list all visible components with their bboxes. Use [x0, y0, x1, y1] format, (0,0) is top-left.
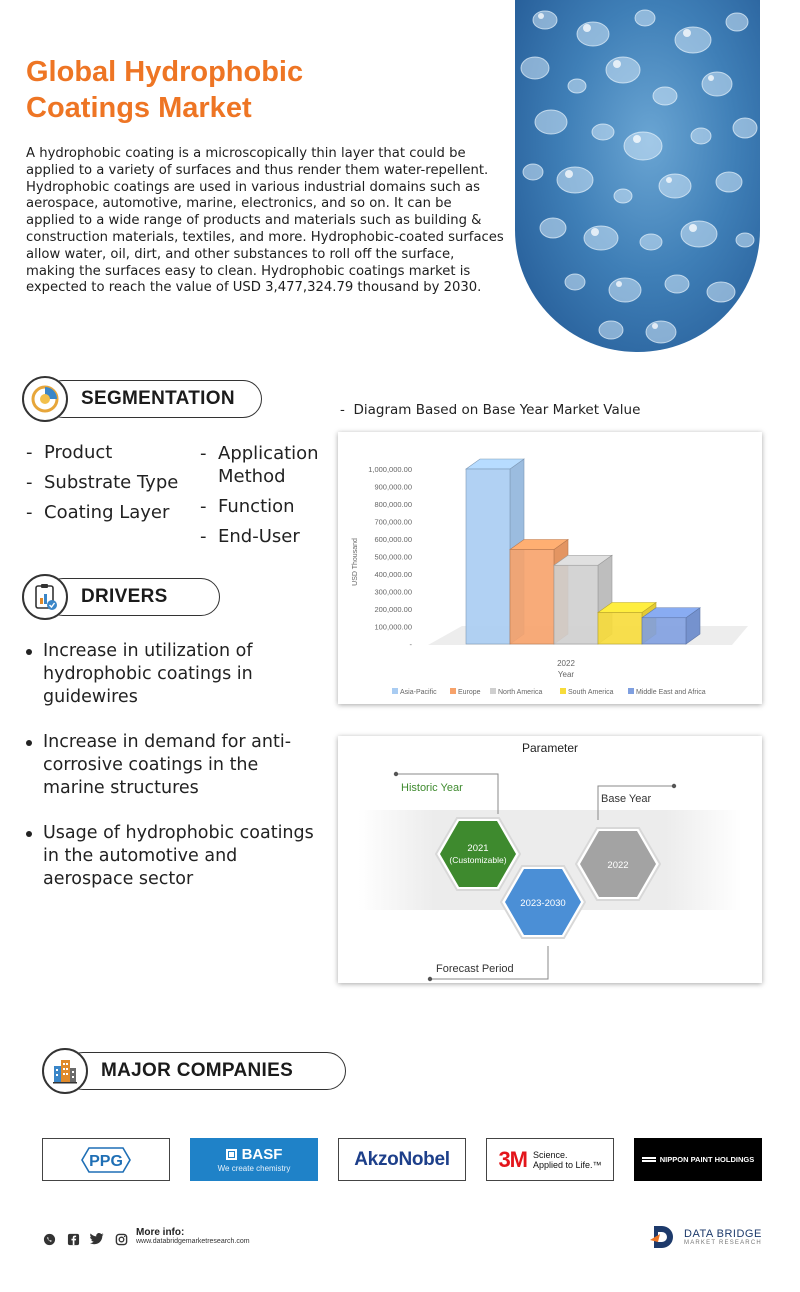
forecast-period-value: 2023-2030 — [520, 898, 566, 909]
driver-item: Increase in demand for anti-corrosive coatings in the marine structures — [26, 731, 316, 800]
whatsapp-icon[interactable] — [42, 1232, 56, 1246]
more-info-label: More info: — [136, 1227, 185, 1238]
intro-paragraph: A hydrophobic coating is a microscopically thin layer that could be applied to a variety of surfaces and thus render them water-repellent. Hydrophobic coatings are used in various industrial domains such as aerospace, automotive, marine, electronics, and so on. It can be applied to a wide range of products and materials such as building & construction materials, textiles, and more. Hydrophobic-coated surfaces allow water, oil, dirt, and other substances to roll off the surface, making the surfaces easy to clean. Hydrophobic coatings market is expected to reach the value of USD 3,477,324.79 thousand by 2030. — [26, 146, 504, 296]
y-tick-label: 900,000.00 — [374, 482, 412, 492]
driver-item: Increase in utilization of hydrophobic coatings in guidewires — [26, 640, 316, 709]
akzonobel-text: AkzoNobel — [354, 1148, 450, 1170]
driver-item: Usage of hydrophobic coatings in the automotive and aerospace sector — [26, 822, 316, 891]
y-tick-label: 300,000.00 — [374, 587, 412, 597]
segmentation-label: SEGMENTATION — [44, 380, 262, 418]
major-companies-label: MAJOR COMPANIES — [64, 1052, 346, 1090]
legend-label: Middle East and Africa — [636, 689, 706, 696]
segmentation-list-left — [26, 438, 178, 528]
brand-line-2: MARKET RESEARCH — [684, 1240, 762, 1246]
segment-item: - Function — [200, 495, 340, 518]
legend-swatch — [628, 688, 634, 694]
legend-swatch — [450, 688, 456, 694]
more-info — [136, 1227, 250, 1245]
legend-swatch — [560, 688, 566, 694]
historic-year-label: Historic Year — [401, 782, 463, 794]
chart-caption-text: Diagram Based on Base Year Market Value — [353, 402, 641, 418]
water-droplets-image — [515, 0, 760, 352]
3m-logo — [486, 1138, 614, 1181]
segment-item: - Application Method — [200, 442, 340, 488]
brand-line-1: DATA BRIDGE — [684, 1228, 762, 1240]
buildings-icon — [42, 1048, 88, 1094]
legend-label: Europe — [458, 689, 481, 696]
bar-middle-east-and-africa — [642, 618, 686, 644]
twitter-icon[interactable] — [90, 1232, 104, 1246]
forecast-period-label: Forecast Period — [436, 963, 514, 975]
bar-south-america — [598, 613, 642, 645]
legend-label: North America — [498, 689, 543, 696]
market-value-chart — [338, 432, 762, 704]
clipboard-chart-icon — [22, 574, 68, 620]
bar-asia-pacific — [466, 469, 510, 644]
segment-item: - Coating Layer — [26, 498, 178, 528]
bar-europe — [510, 550, 554, 645]
y-tick-label: - — [409, 640, 412, 649]
bar-north-america — [554, 565, 598, 644]
y-tick-label: 700,000.00 — [374, 517, 412, 527]
y-tick-label: 400,000.00 — [374, 570, 412, 579]
segment-item: - Substrate Type — [26, 468, 178, 498]
historic-year-value: 2021 — [467, 843, 489, 854]
ppg-text: PPG — [89, 1152, 123, 1170]
social-icons — [42, 1232, 128, 1246]
legend-swatch — [392, 688, 398, 694]
parameter-title: Parameter — [521, 741, 579, 755]
parameter-panel — [338, 736, 762, 983]
legend-label: South America — [568, 689, 614, 696]
website-link[interactable]: www.databridgemarketresearch.com — [136, 1238, 250, 1245]
3m-text: 3M — [498, 1146, 527, 1172]
basf-logo — [190, 1138, 318, 1181]
legend-swatch — [490, 688, 496, 694]
drivers-label: DRIVERS — [44, 578, 220, 616]
company-logos — [42, 1138, 762, 1181]
nippon-mark-icon — [642, 1157, 656, 1162]
chart-caption — [340, 402, 640, 418]
y-tick-label: 500,000.00 — [374, 552, 412, 562]
base-year-value: 2022 — [607, 860, 629, 871]
3m-tagline-2: Applied to Life.™ — [533, 1159, 602, 1170]
y-tick-label: 1,000,000.00 — [368, 465, 412, 474]
drivers-heading — [22, 574, 202, 620]
x-tick-label: 2022 — [557, 659, 575, 668]
facebook-icon[interactable] — [66, 1232, 80, 1246]
bar-chart-svg — [338, 432, 762, 704]
data-bridge-logo — [650, 1222, 762, 1252]
3m-tagline-1: Science. — [533, 1149, 568, 1160]
segment-item: - Product — [26, 438, 178, 468]
parameter-diagram — [338, 736, 762, 983]
instagram-icon[interactable] — [114, 1232, 128, 1246]
droplets-illustration — [515, 0, 760, 352]
y-tick-label: 200,000.00 — [374, 605, 412, 614]
drivers-list — [26, 640, 316, 913]
basf-tagline: We create chemistry — [217, 1164, 291, 1173]
y-tick-label: 800,000.00 — [374, 500, 412, 509]
major-companies-heading — [42, 1048, 348, 1094]
basf-mark-icon — [226, 1149, 237, 1160]
y-tick-label: 100,000.00 — [374, 622, 412, 632]
segmentation-list-right — [200, 442, 340, 555]
segment-item: - End-User — [200, 525, 340, 548]
data-bridge-mark-icon — [650, 1222, 678, 1252]
akzonobel-logo — [338, 1138, 466, 1181]
segmentation-heading — [22, 376, 262, 422]
basf-name: BASF — [241, 1146, 283, 1163]
nippon-paint-logo — [634, 1138, 762, 1181]
ppg-logo — [42, 1138, 170, 1181]
legend-label: Asia-Pacific — [400, 689, 437, 696]
y-axis-title: USD Thousand — [352, 538, 359, 586]
y-tick-label: 600,000.00 — [374, 535, 412, 544]
caption-dash: - — [340, 402, 354, 418]
nippon-text: NIPPON PAINT HOLDINGS — [659, 1155, 755, 1164]
segmentation-icon — [22, 376, 68, 422]
page-title: Global Hydrophobic Coatings Market — [26, 56, 304, 124]
x-axis-title: Year — [557, 670, 575, 679]
historic-year-note: (Customizable) — [449, 855, 507, 865]
base-year-label: Base Year — [601, 793, 652, 805]
